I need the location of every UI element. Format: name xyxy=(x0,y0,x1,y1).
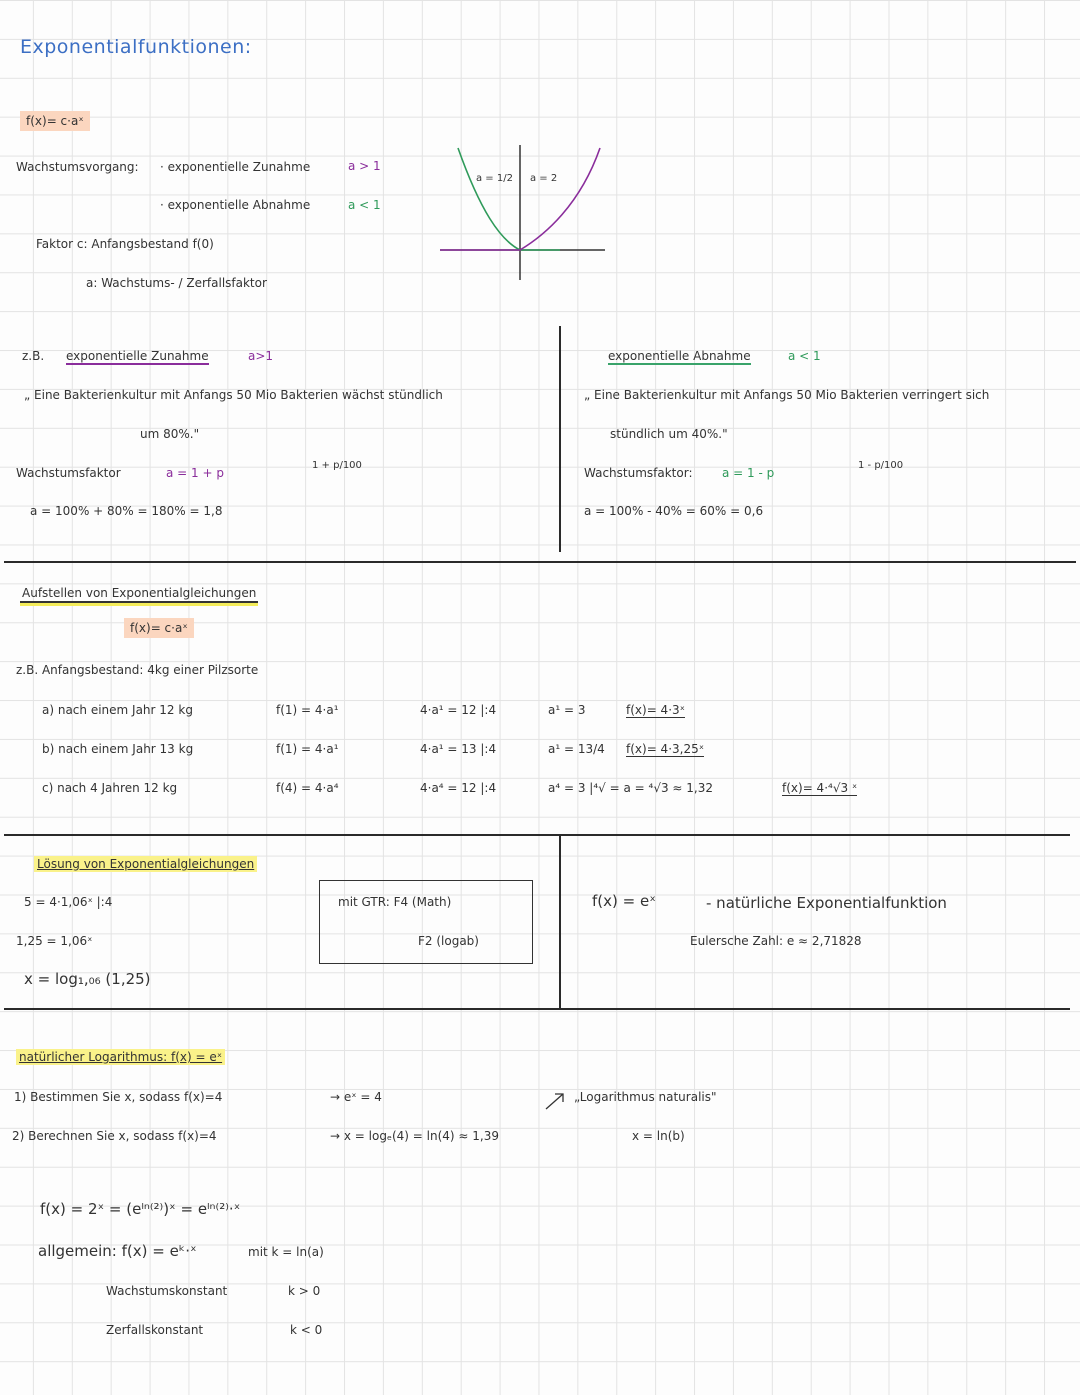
decrease-heading-text: exponentielle Abnahme xyxy=(608,349,751,363)
decrease-cond: a < 1 xyxy=(788,349,821,363)
increase-cond: a>1 xyxy=(248,349,274,363)
page-title: Exponentialfunktionen: xyxy=(20,36,252,58)
increase-sentence-1: „ Eine Bakterienkultur mit Anfangs 50 Mio Bakterien wächst stündlich xyxy=(24,388,443,402)
setup-row-b-eq: f(1) = 4·a¹ xyxy=(276,742,339,756)
decrease-heading xyxy=(608,349,751,363)
growth-label: Wachstumsvorgang: xyxy=(16,160,139,174)
setup-formula-text: f(x)= c·aˣ xyxy=(124,618,194,638)
factor-a: a: Wachstums- / Zerfallsfaktor xyxy=(86,276,267,290)
ln-with-k: mit k = ln(a) xyxy=(248,1245,324,1259)
decrease-wf-label: Wachstumsfaktor: xyxy=(584,466,693,480)
euler-desc: - natürliche Exponentialfunktion xyxy=(706,894,947,912)
ln-result-2: → x = logₑ(4) = ln(4) ≈ 1,39 xyxy=(330,1129,499,1143)
ln-rewrite: f(x) = 2ˣ = (eˡⁿ⁽²⁾)ˣ = eˡⁿ⁽²⁾·ˣ xyxy=(40,1200,241,1218)
solve-heading-text: Lösung von Exponentialgleichungen xyxy=(34,856,257,872)
decrease-wf-formula: a = 1 - p xyxy=(722,466,775,480)
increase-label: · exponentielle Zunahme xyxy=(160,160,311,174)
gtr-box xyxy=(319,880,533,964)
setup-heading xyxy=(20,586,258,600)
decrease-sentence-1: „ Eine Bakterienkultur mit Anfangs 50 Mio Bakterien verringert sich xyxy=(584,388,990,402)
setup-intro: z.B. Anfangsbestand: 4kg einer Pilzsorte xyxy=(16,663,259,677)
euler-formula: f(x) = eˣ xyxy=(592,892,656,910)
divider-vertical-2 xyxy=(559,836,561,1008)
curve-a-half xyxy=(458,148,560,250)
ln-general: allgemein: f(x) = eᵏ·ˣ xyxy=(38,1242,197,1260)
setup-row-c-eq: f(4) = 4·a⁴ xyxy=(276,781,339,795)
setup-row-c-final xyxy=(782,781,857,795)
solve-line-1: 5 = 4·1,06ˣ |:4 xyxy=(24,895,113,909)
ln-decay-cond: k < 0 xyxy=(290,1323,323,1337)
decrease-label: · exponentielle Abnahme xyxy=(160,198,311,212)
setup-row-a-label: a) nach einem Jahr 12 kg xyxy=(42,703,193,717)
setup-row-b-label: b) nach einem Jahr 13 kg xyxy=(42,742,194,756)
setup-row-c-label: c) nach 4 Jahren 12 kg xyxy=(42,781,178,795)
setup-row-c-res: a⁴ = 3 |⁴√ = a = ⁴√3 ≈ 1,32 xyxy=(548,781,714,795)
increase-heading xyxy=(66,349,209,363)
divider-vertical-1 xyxy=(559,326,561,552)
setup-heading-text: Aufstellen von Exponentialgleichungen xyxy=(20,586,258,603)
solve-line-3: x = log₁,₀₆ (1,25) xyxy=(24,970,151,988)
setup-row-a-final-text: f(x)= 4·3ˣ xyxy=(626,703,685,717)
divider-horizontal-2 xyxy=(4,834,1070,836)
decrease-calc: a = 100% - 40% = 60% = 0,6 xyxy=(584,504,764,518)
ln-growth-const: Wachstumskonstant xyxy=(106,1284,228,1298)
ln-x-ln: x = ln(b) xyxy=(632,1129,685,1143)
graph-label-half: a = 1/2 xyxy=(476,173,513,184)
gtr-line-1: mit GTR: F4 (Math) xyxy=(338,895,452,909)
ln-task-1: 1) Bestimmen Sie x, sodass f(x)=4 xyxy=(14,1090,223,1104)
increase-wf-formula: a = 1 + p xyxy=(166,466,224,480)
increase-sentence-2: um 80%." xyxy=(140,427,200,441)
zb-label: z.B. xyxy=(22,349,45,363)
divider-horizontal-3 xyxy=(4,1008,1070,1010)
ln-naturalis: „Logarithmus naturalis" xyxy=(574,1090,717,1104)
decrease-p-frac: 1 - p/100 xyxy=(858,460,904,471)
setup-formula xyxy=(124,621,194,635)
ln-growth-cond: k > 0 xyxy=(288,1284,321,1298)
setup-row-c-final-text: f(x)= 4·⁴√3 ˣ xyxy=(782,781,858,795)
ln-heading xyxy=(16,1050,225,1064)
main-formula xyxy=(20,114,90,128)
decrease-sentence-2: stündlich um 40%." xyxy=(610,427,728,441)
ln-result-1: → eˣ = 4 xyxy=(330,1090,382,1104)
setup-row-b-res: a¹ = 13/4 xyxy=(548,742,605,756)
increase-p-frac: 1 + p/100 xyxy=(312,460,362,471)
setup-row-b-step: 4·a¹ = 13 |:4 xyxy=(420,742,497,756)
setup-row-a-final xyxy=(626,703,685,717)
divider-horizontal-1 xyxy=(4,561,1076,563)
gtr-line-2: F2 (logab) xyxy=(418,934,479,948)
main-formula-text: f(x)= c·aˣ xyxy=(20,111,90,131)
euler-const: Eulersche Zahl: e ≈ 2,71828 xyxy=(690,934,862,948)
setup-row-b-final xyxy=(626,742,704,756)
increase-calc: a = 100% + 80% = 180% = 1,8 xyxy=(30,504,223,518)
decrease-condition: a < 1 xyxy=(348,198,381,212)
exponential-graph xyxy=(440,140,610,280)
setup-row-a-res: a¹ = 3 xyxy=(548,703,586,717)
setup-row-a-eq: f(1) = 4·a¹ xyxy=(276,703,339,717)
ln-decay-const: Zerfallskonstant xyxy=(106,1323,204,1337)
arrow-icon xyxy=(543,1090,569,1112)
setup-row-b-final-text: f(x)= 4·3,25ˣ xyxy=(626,742,705,756)
ln-heading-text: natürlicher Logarithmus: f(x) = eˣ xyxy=(16,1049,225,1065)
factor-c: Faktor c: Anfangsbestand f(0) xyxy=(36,237,214,251)
ln-task-2: 2) Berechnen Sie x, sodass f(x)=4 xyxy=(12,1129,217,1143)
increase-heading-text: exponentielle Zunahme xyxy=(66,349,209,363)
increase-condition: a > 1 xyxy=(348,159,381,173)
setup-row-a-step: 4·a¹ = 12 |:4 xyxy=(420,703,497,717)
solve-line-2: 1,25 = 1,06ˣ xyxy=(16,934,93,948)
solve-heading xyxy=(34,857,257,871)
graph-label-two: a = 2 xyxy=(530,173,558,184)
setup-row-c-step: 4·a⁴ = 12 |:4 xyxy=(420,781,497,795)
increase-wf-label: Wachstumsfaktor xyxy=(16,466,121,480)
